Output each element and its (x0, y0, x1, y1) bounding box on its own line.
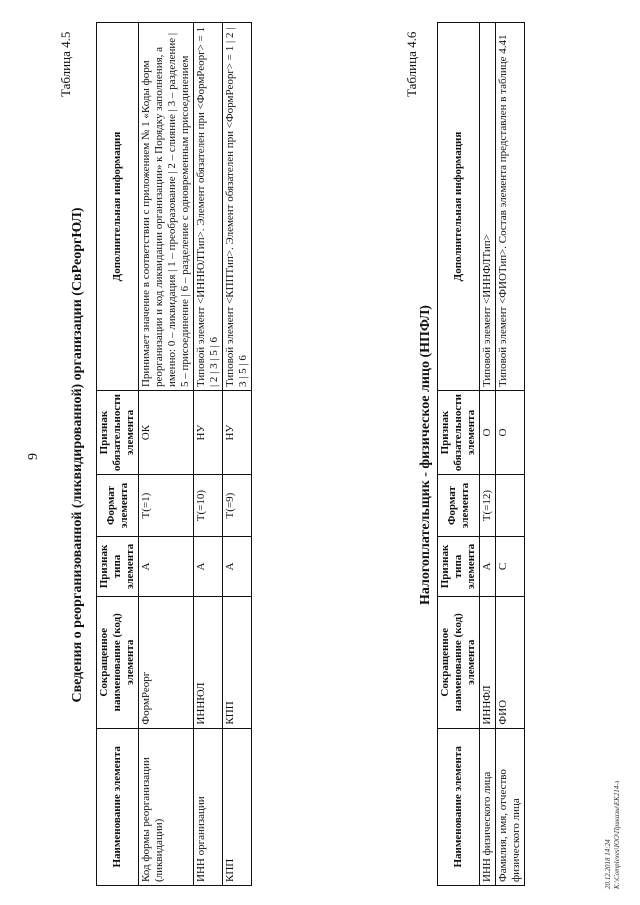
table-cell: Т(=9) (223, 475, 252, 537)
table-row (194, 23, 223, 886)
header-cell: Признак типа элемента (97, 537, 139, 597)
table-cell: ИНН физического лица (480, 728, 496, 885)
page-number: 9 (26, 453, 41, 460)
table-row (223, 23, 252, 886)
table-cell: О (496, 391, 525, 475)
table-row (139, 23, 194, 886)
header-cell: Сокращенное наименование (код) элемента (438, 596, 480, 728)
header-cell: Формат элемента (97, 475, 139, 537)
table-cell: Принимает значение в соответствии с приложением № 1 «Коды форм реорганизации и код ликвидации организации» к Порядку заполнения, а именно: 0 – ликвидация | 1 – преобразование | 2 – слияние | 3 – разделение | 5 – присоединение | 6 – разделение с одновременным присоединением (139, 23, 194, 391)
table-cell: НУ (194, 391, 223, 475)
footer-path: K:\Complexes\ЮО\Приказы\ЕК214-з (613, 780, 621, 889)
table-cell (496, 475, 525, 537)
table-cell: Типовой элемент <ФИОТип>. Состав элемента представлен в таблице 4.41 (496, 23, 525, 391)
table-cell: ИННФЛ (480, 596, 496, 728)
table-row (496, 23, 525, 886)
table-cell: ИННЮЛ (194, 596, 223, 728)
table-4-6 (437, 22, 525, 886)
table-header-row (438, 23, 480, 886)
table-cell: ФИО (496, 596, 525, 728)
table-cell: Фамилия, имя, отчество физического лица (496, 728, 525, 885)
header-cell: Наименование элемента (97, 728, 139, 885)
table-cell: Код формы реорганизации (ликвидации) (139, 728, 194, 885)
header-cell: Признак обязательности элемента (438, 391, 480, 475)
header-cell: Признак обязательности элемента (97, 391, 139, 475)
table-header-row (97, 23, 139, 886)
header-cell: Дополнительная информация (97, 23, 139, 391)
table-4-5-label: Таблица 4.5 (58, 31, 73, 97)
header-cell: Признак типа элемента (438, 537, 480, 597)
table-cell: С (496, 537, 525, 597)
footer-note (604, 781, 622, 889)
header-cell: Дополнительная информация (438, 23, 480, 391)
table-cell: О (480, 391, 496, 475)
table-cell: А (223, 537, 252, 597)
table-4-5 (96, 22, 252, 886)
table-cell: А (480, 537, 496, 597)
table-cell: ОК (139, 391, 194, 475)
footer-date: 20.12.2018 14:24 (604, 839, 612, 889)
header-cell: Сокращенное наименование (код) элемента (97, 596, 139, 728)
table-cell: Т(=1) (139, 475, 194, 537)
table-cell: КПП (223, 728, 252, 885)
header-cell: Формат элемента (438, 475, 480, 537)
table-cell: ИНН организации (194, 728, 223, 885)
table-cell: Т(=10) (194, 475, 223, 537)
table-cell: Т(=12) (480, 475, 496, 537)
table-cell: Типовой элемент <ИННФЛТип> (480, 23, 496, 391)
table-4-6-label: Таблица 4.6 (404, 31, 419, 97)
table-cell: КПП (223, 596, 252, 728)
table-4-6-title: Налогоплательщик - физическое лицо (НПФЛ) (418, 305, 433, 605)
table-cell: Типовой элемент <КППТип>. Элемент обязателен при <ФормРеорг> = 1 | 2 | 3 | 5 | 6 (223, 23, 252, 391)
table-4-5-title: Сведения о реорганизованной (ликвидированной) организации (СвРеоргЮЛ) (70, 207, 85, 703)
table-cell: А (139, 537, 194, 597)
header-cell: Наименование элемента (438, 728, 480, 885)
table-cell: ФормРеорг (139, 596, 194, 728)
table-cell: НУ (223, 391, 252, 475)
table-cell: Типовой элемент <ИННЮЛТип>. Элемент обязателен при <ФормРеорг> = 1 | 2 | 3 | 5 | 6 (194, 23, 223, 391)
table-cell: А (194, 537, 223, 597)
table-row (480, 23, 496, 886)
